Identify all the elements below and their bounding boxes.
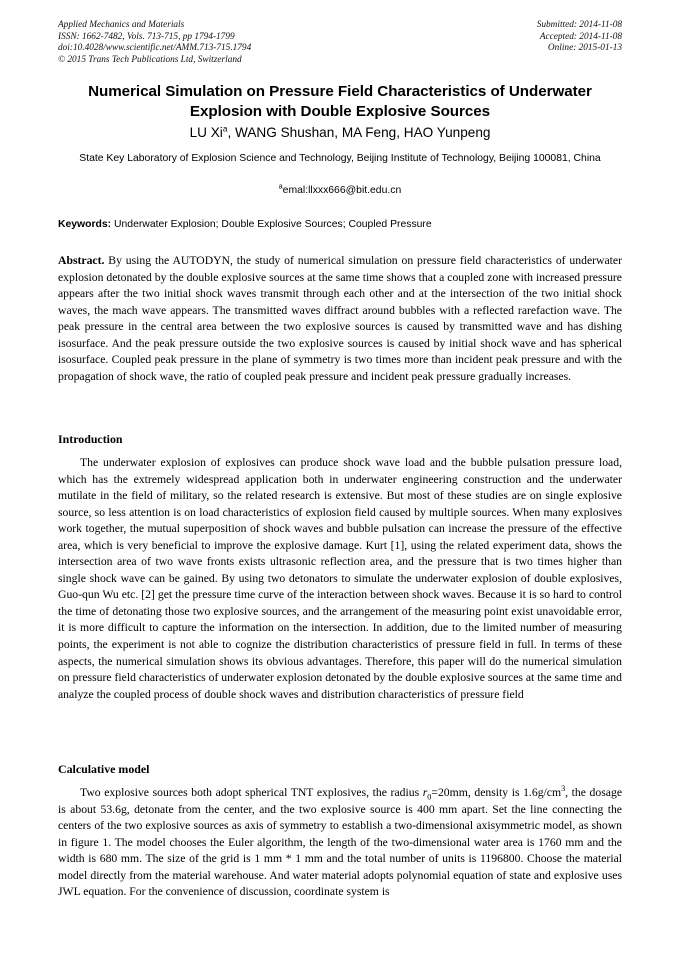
journal-header-left xyxy=(58,20,251,66)
journal-name: Applied Mechanics and Materials xyxy=(58,20,185,30)
journal-copyright-line: © 2015 Trans Tech Publications Ltd, Switzerland xyxy=(58,54,242,65)
abstract-label: Abstract. xyxy=(58,254,105,267)
variable-radius-subscript: 0 xyxy=(427,792,432,802)
abstract-block xyxy=(58,253,622,385)
corresponding-email xyxy=(58,184,622,197)
keywords-label: Keywords: xyxy=(58,219,112,230)
email-marker: a xyxy=(278,183,283,191)
author-rest: , WANG Shushan, MA Feng, HAO Yunpeng xyxy=(227,125,491,140)
section-heading-introduction: Introduction xyxy=(58,432,123,446)
keywords-line xyxy=(58,218,622,232)
page-title: Numerical Simulation on Pressure Field Characteristics of Underwater Explosion with Double Explosive Sources xyxy=(88,83,592,120)
author-list xyxy=(58,124,622,141)
calc-text-part2: =20mm, density is 1.6g/cm xyxy=(431,786,562,799)
author-affiliation-marker: a xyxy=(222,123,228,134)
journal-header xyxy=(58,20,622,66)
journal-header-right xyxy=(537,20,622,55)
keywords-value: Underwater Explosion; Double Explosive Sources; Coupled Pressure xyxy=(111,219,432,230)
submitted-date: Submitted: 2014-11-08 xyxy=(536,20,622,30)
email-address: emal:llxxx666@bit.edu.cn xyxy=(282,185,402,196)
journal-issn-line: ISSN: 1662-7482, Vols. 713-715, pp 1794-1799 xyxy=(58,31,235,42)
abstract-text: By using the AUTODYN, the study of numerical simulation on pressure field characteristics of underwater explosion detonated by the double explosive sources at the same time shows that a coupled zone with increased pressure appears after the two initial shock waves transmit through each other and at the intersection of the two initial shock waves, the mach wave appears. The transmitted waves diffract around bubbles with a reflected rarefaction wave. The peak pressure in the central area between the two explosive sources is caused by transmitted wave and has dishing isosurface. And the peak pressure outside the two explosive sources is caused by initial shock wave and has spherical isosurface. Coupled peak pressure in the plane of symmetry is two times more than incident peak pressure and with the propagation of shock wave, the ratio of coupled peak pressure and incident peak pressure gradually increases. xyxy=(58,254,622,383)
variable-radius: r xyxy=(422,786,428,799)
online-date: Online: 2015-01-13 xyxy=(547,43,622,54)
introduction-paragraph: The underwater explosion of explosives can produce shock wave load and the bubble pulsation pressure load, which has the extremely widespread application both in underwater engineering construction and the underwater mutilate in the field of military, so the related research is extensive. But most of these studies are on single explosive source, so less attention is on load characteristics of explosion field caused by multiple sources. When many explosives work together, the mutual superposition of shock waves and bubble pulsation can increase the pressure of the effective area, which is very beneficial to improve the explosive damage. Kurt [1], using the related experiment data, shows the intersection area of two wave fronts exists ultrasonic reflection area, and the pressure that is two times higher than single shock wave can be gained. By using two detonators to simulate the underwater explosion of double explosives, Guo-qun Wu etc. [2] get the pressure time curve of the interaction between shock waves. Because it is so hard to control the time of detonating those two explosive sources, and the arrangement of the measuring point exist unavoidable error, it is more difficult to capture the information on the intersection. In addition, due to the limited number of measuring points, the experiment is not able to cognize the distribution characteristics of pressure field in full. In terms of these aspects, the numerical simulation shows its obvious advantages. Therefore, this paper will do the numerical simulation on pressure field characteristics of underwater explosion detonated by the double explosive sources at the same time and analyze the coupled process of double shock waves and distribution characteristics of pressure field xyxy=(58,456,622,701)
accepted-date: Accepted: 2014-11-08 xyxy=(539,31,622,42)
calc-text-part1: Two explosive sources both adopt spherical TNT explosives, the radius xyxy=(80,786,423,799)
section-heading-calculative-model: Calculative model xyxy=(58,762,150,776)
author-first: LU Xi xyxy=(189,125,223,140)
calculative-model-paragraph xyxy=(58,785,622,901)
density-unit-exponent: 3 xyxy=(561,784,566,794)
affiliation: State Key Laboratory of Explosion Science and Technology, Beijing Institute of Technology, Beijing 100081, China xyxy=(79,153,601,164)
calc-text-part3: , the dosage is about 53.6g, detonate from the center, and the two explosive source is 400 mm apart. Set the line connecting the centers of the two explosive sources as axis of symmetry to establish a two-dimensional axisymmetric model, as shown in figure 1. The model chooses the Euler algorithm, the length of the two-dimensional water area is 1760 mm and the width is 680 mm. The size of the grid is 1 mm * 1 mm and the total number of units is 1196800. Choose the material model directly from the material warehouse. And water material adopts polynomial equation of state and explosive uses JWL equation. For the convenience of discussion, coordinate system is xyxy=(58,786,623,899)
journal-doi-line: doi:10.4028/www.scientific.net/AMM.713-715.1794 xyxy=(58,43,252,54)
